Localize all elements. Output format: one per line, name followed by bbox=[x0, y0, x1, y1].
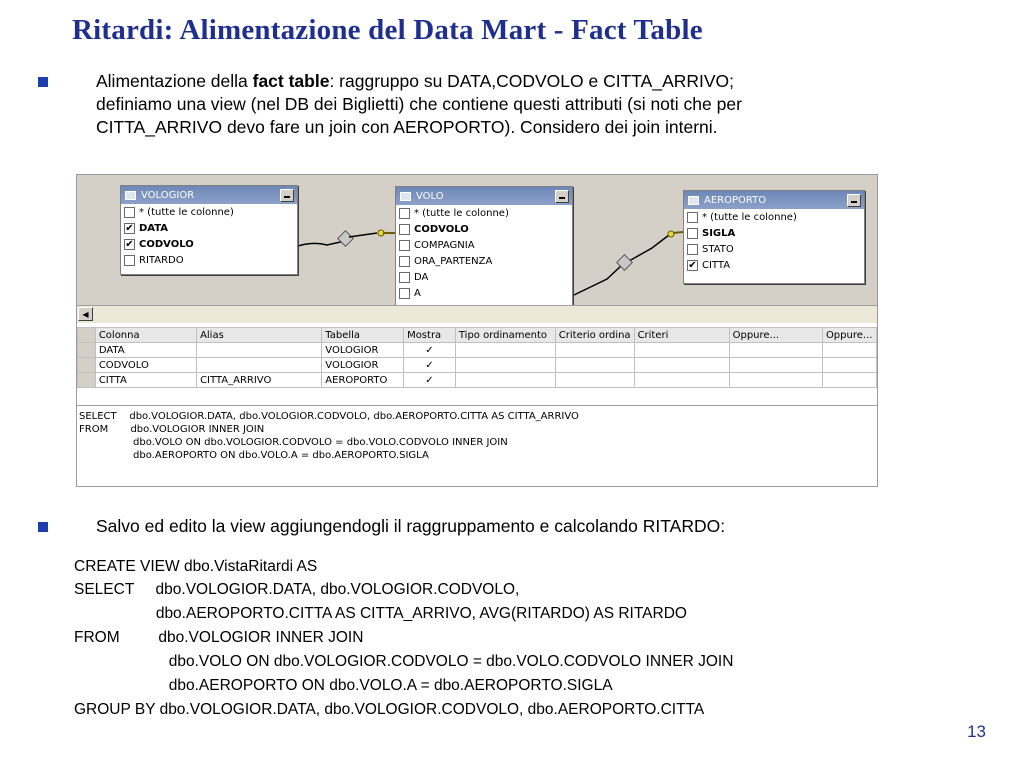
slide-title: Ritardi: Alimentazione del Data Mart - Fact Table bbox=[72, 14, 703, 46]
column-label: * (tutte le colonne) bbox=[414, 207, 509, 219]
column-label: * (tutte le colonne) bbox=[139, 206, 234, 218]
column-row[interactable] bbox=[121, 220, 297, 236]
column-row[interactable] bbox=[684, 225, 864, 241]
sql-line: CREATE VIEW dbo.VistaRitardi AS bbox=[74, 558, 318, 575]
checkbox-icon[interactable] bbox=[399, 256, 410, 267]
column-label: CITTA bbox=[702, 259, 731, 271]
bullet1-pre: Alimentazione della bbox=[96, 71, 253, 91]
grid-cell-empty[interactable] bbox=[634, 373, 729, 388]
bullet-marker-1 bbox=[38, 77, 48, 87]
grid-header-cell: Colonna bbox=[95, 328, 196, 343]
scroll-left-icon[interactable]: ◀ bbox=[78, 307, 93, 321]
checkbox-icon[interactable] bbox=[399, 224, 410, 235]
column-label: DATA bbox=[139, 222, 169, 234]
row-selector bbox=[78, 328, 96, 343]
sql-line: GROUP BY dbo.VOLOGIOR.DATA, dbo.VOLOGIOR.CODVOLO, dbo.AEROPORTO.CITTA bbox=[74, 701, 705, 718]
grid-header-cell: Criterio ordina bbox=[555, 328, 634, 343]
grid-cell-colonna[interactable]: CITTA bbox=[95, 373, 196, 388]
checkbox-icon[interactable] bbox=[399, 208, 410, 219]
sql-line: SELECT dbo.VOLOGIOR.DATA, dbo.VOLOGIOR.CODVOLO, bbox=[74, 581, 520, 598]
grid-cell-mostra[interactable]: ✓ bbox=[404, 373, 456, 388]
column-label: RITARDO bbox=[139, 254, 184, 266]
checked-checkbox-icon[interactable]: ✔ bbox=[125, 222, 134, 234]
sql-pane-line: dbo.AEROPORTO ON dbo.VOLO.A = dbo.AEROPORTO.SIGLA bbox=[79, 450, 429, 461]
table-header[interactable] bbox=[684, 191, 864, 209]
grid-header-cell: Criteri bbox=[634, 328, 729, 343]
page-number: 13 bbox=[967, 722, 986, 741]
criteria-grid bbox=[77, 327, 877, 385]
grid-cell-empty[interactable] bbox=[729, 373, 822, 388]
column-row[interactable] bbox=[396, 205, 572, 221]
checked-checkbox-icon[interactable]: ✔ bbox=[125, 238, 134, 250]
grid-header-row bbox=[78, 328, 877, 343]
bullet1-post: : raggruppo su DATA,CODVOLO e CITTA_ARRIVO; bbox=[329, 71, 735, 91]
grid-cell-empty[interactable] bbox=[555, 373, 634, 388]
grid-cell-empty[interactable] bbox=[555, 358, 634, 373]
checkbox-icon[interactable] bbox=[687, 244, 698, 255]
table-box-vologior[interactable] bbox=[120, 185, 298, 275]
minimize-button[interactable] bbox=[847, 194, 861, 207]
checkbox-icon[interactable] bbox=[124, 255, 135, 266]
grid-cell-mostra[interactable]: ✓ bbox=[404, 358, 456, 373]
grid-row[interactable] bbox=[78, 358, 877, 373]
column-list bbox=[121, 204, 297, 268]
sql-pane-line: SELECT dbo.VOLOGIOR.DATA, dbo.VOLOGIOR.CODVOLO, dbo.AEROPORTO.CITTA AS CITTA_ARRIVO bbox=[79, 411, 579, 422]
table-icon bbox=[400, 192, 411, 201]
checkbox-icon[interactable] bbox=[687, 228, 698, 239]
grid-cell-empty[interactable] bbox=[455, 343, 555, 358]
column-label: A bbox=[414, 287, 421, 299]
bullet1-bold: fact table bbox=[252, 71, 330, 91]
bullet-marker-2 bbox=[38, 522, 48, 532]
column-row[interactable] bbox=[396, 221, 572, 237]
column-row[interactable] bbox=[121, 236, 297, 252]
horizontal-scrollbar[interactable] bbox=[77, 305, 877, 323]
grid-cell-colonna[interactable]: DATA bbox=[95, 343, 196, 358]
column-row[interactable] bbox=[121, 252, 297, 268]
minimize-button[interactable] bbox=[280, 189, 294, 202]
grid-cell-mostra[interactable]: ✓ bbox=[404, 343, 456, 358]
column-label: * (tutte le colonne) bbox=[702, 211, 797, 223]
table-header[interactable] bbox=[121, 186, 297, 204]
grid-header-cell: Oppure... bbox=[729, 328, 822, 343]
criteria-table bbox=[77, 327, 877, 388]
grid-header-cell: Oppure... bbox=[822, 328, 876, 343]
column-list bbox=[396, 205, 572, 301]
diagram-pane bbox=[77, 175, 877, 305]
sql-pane-line: FROM dbo.VOLOGIOR INNER JOIN bbox=[79, 424, 265, 435]
column-row[interactable] bbox=[684, 241, 864, 257]
column-row[interactable] bbox=[396, 253, 572, 269]
column-label: SIGLA bbox=[702, 227, 736, 239]
table-icon bbox=[688, 196, 699, 205]
grid-header-cell: Tabella bbox=[322, 328, 404, 343]
checked-checkbox-icon[interactable]: ✔ bbox=[688, 259, 697, 271]
sql-pane-line: dbo.VOLO ON dbo.VOLOGIOR.CODVOLO = dbo.VOLO.CODVOLO INNER JOIN bbox=[79, 437, 508, 448]
checkbox-icon[interactable] bbox=[399, 240, 410, 251]
grid-cell-empty[interactable] bbox=[634, 358, 729, 373]
checkbox-icon[interactable] bbox=[399, 272, 410, 283]
column-row[interactable] bbox=[396, 285, 572, 301]
grid-cell-alias[interactable] bbox=[197, 343, 322, 358]
column-list bbox=[684, 209, 864, 273]
sql-line: dbo.VOLO ON dbo.VOLOGIOR.CODVOLO = dbo.VOLO.CODVOLO INNER JOIN bbox=[74, 653, 734, 670]
checkbox-icon[interactable] bbox=[687, 212, 698, 223]
table-box-volo[interactable] bbox=[395, 186, 573, 305]
column-label: DA bbox=[414, 271, 429, 283]
table-name: VOLO bbox=[416, 190, 444, 202]
grid-cell-tabella[interactable]: VOLOGIOR bbox=[322, 358, 404, 373]
table-name: VOLOGIOR bbox=[141, 189, 195, 201]
grid-cell-empty[interactable] bbox=[634, 343, 729, 358]
grid-cell-empty[interactable] bbox=[729, 343, 822, 358]
grid-cell-empty[interactable] bbox=[729, 358, 822, 373]
grid-cell-empty[interactable] bbox=[822, 343, 876, 358]
column-label: COMPAGNIA bbox=[414, 239, 475, 251]
row-selector[interactable] bbox=[78, 373, 96, 388]
table-box-aeroporto[interactable] bbox=[683, 190, 865, 284]
grid-cell-empty[interactable] bbox=[455, 373, 555, 388]
bullet1-line1 bbox=[96, 70, 976, 93]
grid-cell-alias[interactable] bbox=[197, 358, 322, 373]
checkbox-icon[interactable] bbox=[399, 288, 410, 299]
grid-cell-empty[interactable] bbox=[455, 358, 555, 373]
grid-cell-empty[interactable] bbox=[822, 358, 876, 373]
column-row[interactable] bbox=[121, 204, 297, 220]
grid-header-cell: Mostra bbox=[404, 328, 456, 343]
column-label: CODVOLO bbox=[139, 238, 194, 250]
column-row[interactable] bbox=[684, 257, 864, 273]
sql-line: dbo.AEROPORTO.CITTA AS CITTA_ARRIVO, AVG(RITARDO) AS RITARDO bbox=[74, 605, 687, 622]
grid-cell-colonna[interactable]: CODVOLO bbox=[95, 358, 196, 373]
grid-row[interactable] bbox=[78, 373, 877, 388]
sql-line: dbo.AEROPORTO ON dbo.VOLO.A = dbo.AEROPORTO.SIGLA bbox=[74, 677, 613, 694]
minimize-button[interactable] bbox=[555, 190, 569, 203]
bullet1-line3: CITTA_ARRIVO devo fare un join con AEROPORTO). Considero dei join interni. bbox=[96, 117, 718, 137]
bullet-text-2: Salvo ed edito la view aggiungendogli il raggruppamento e calcolando RITARDO: bbox=[96, 516, 726, 536]
column-label: CODVOLO bbox=[414, 223, 469, 235]
row-selector[interactable] bbox=[78, 343, 96, 358]
grid-cell-tabella[interactable]: VOLOGIOR bbox=[322, 343, 404, 358]
table-name: AEROPORTO bbox=[704, 194, 767, 206]
bullet1-line2: definiamo una view (nel DB dei Biglietti) che contiene questi attributi (si noti che per bbox=[96, 94, 742, 114]
bullet-text-1 bbox=[96, 70, 976, 139]
grid-header-cell: Alias bbox=[197, 328, 322, 343]
column-label: STATO bbox=[702, 243, 734, 255]
grid-header-cell: Tipo ordinamento bbox=[455, 328, 555, 343]
grid-cell-tabella[interactable]: AEROPORTO bbox=[322, 373, 404, 388]
grid-row[interactable] bbox=[78, 343, 877, 358]
row-selector[interactable] bbox=[78, 358, 96, 373]
sql-pane[interactable] bbox=[77, 405, 877, 486]
column-row[interactable] bbox=[396, 269, 572, 285]
query-designer-screenshot bbox=[76, 174, 878, 487]
checkbox-icon[interactable] bbox=[124, 207, 135, 218]
table-icon bbox=[125, 191, 136, 200]
sql-line: FROM dbo.VOLOGIOR INNER JOIN bbox=[74, 629, 364, 646]
grid-cell-empty[interactable] bbox=[822, 373, 876, 388]
table-header[interactable] bbox=[396, 187, 572, 205]
column-row[interactable] bbox=[396, 237, 572, 253]
grid-cell-empty[interactable] bbox=[555, 343, 634, 358]
column-label: ORA_PARTENZA bbox=[414, 255, 493, 267]
grid-cell-alias[interactable]: CITTA_ARRIVO bbox=[197, 373, 322, 388]
column-row[interactable] bbox=[684, 209, 864, 225]
